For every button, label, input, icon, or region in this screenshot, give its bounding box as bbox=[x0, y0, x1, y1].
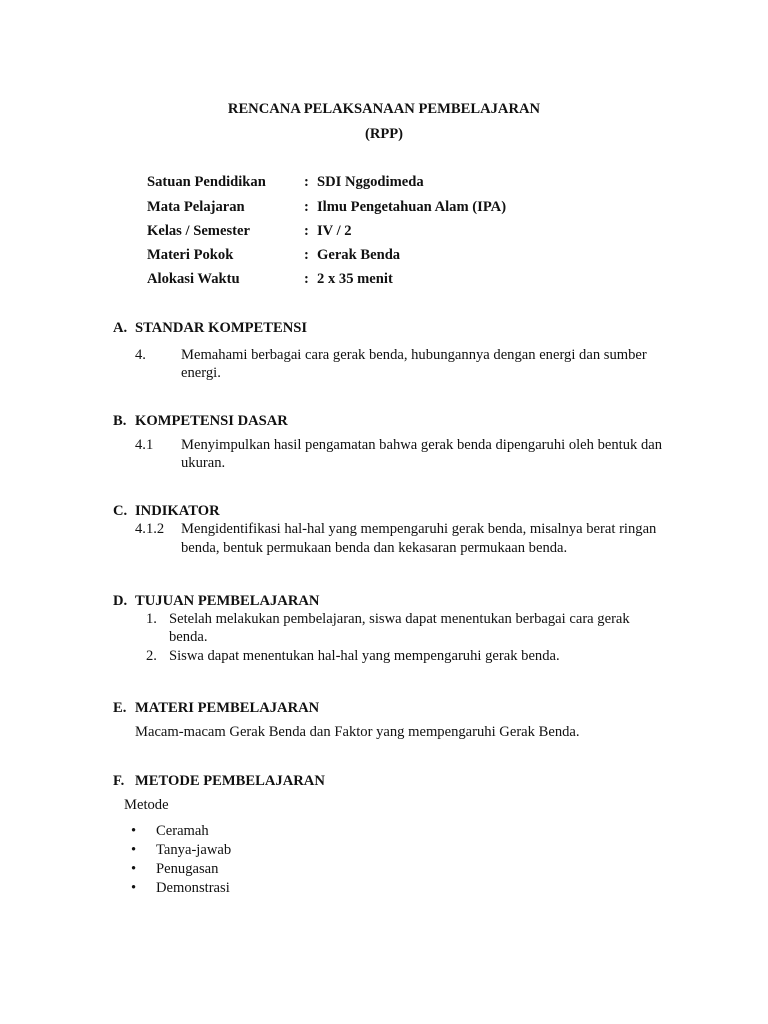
identity-label: Kelas / Semester bbox=[147, 223, 250, 239]
list-item: Ceramah bbox=[156, 823, 209, 839]
paragraph-line: Mengidentifikasi hal-hal yang mempengaruhi gerak benda, misalnya berat ringan bbox=[181, 521, 657, 537]
identity-value: 2 x 35 menit bbox=[317, 271, 393, 287]
section-letter: E. bbox=[113, 700, 127, 716]
document-title: RENCANA PELAKSANAAN PEMBELAJARAN bbox=[227, 101, 541, 117]
paragraph-line: benda. bbox=[169, 629, 208, 645]
identity-colon: : bbox=[304, 247, 309, 263]
bullet-icon: • bbox=[131, 880, 137, 896]
item-number: 1. bbox=[146, 611, 157, 627]
paragraph-line: Siswa dapat menentukan hal-hal yang mempengaruhi gerak benda. bbox=[169, 648, 560, 664]
identity-value: SDI Nggodimeda bbox=[317, 174, 424, 190]
identity-label: Satuan Pendidikan bbox=[147, 174, 266, 190]
identity-label: Alokasi Waktu bbox=[147, 271, 240, 287]
identity-value: Ilmu Pengetahuan Alam (IPA) bbox=[317, 199, 507, 215]
item-number: 4.1 bbox=[135, 437, 154, 453]
section-title: MATERI PEMBELAJARAN bbox=[135, 700, 320, 716]
identity-colon: : bbox=[304, 199, 309, 215]
identity-colon: : bbox=[304, 223, 309, 239]
method-intro: Metode bbox=[124, 797, 169, 813]
section-letter: A. bbox=[113, 320, 128, 336]
paragraph-line: Macam-macam Gerak Benda dan Faktor yang mempengaruhi Gerak Benda. bbox=[135, 724, 580, 740]
paragraph-line: Memahami berbagai cara gerak benda, hubungannya dengan energi dan sumber bbox=[181, 347, 647, 363]
list-item: Tanya-jawab bbox=[156, 842, 232, 858]
paragraph-line: Menyimpulkan hasil pengamatan bahwa gerak benda dipengaruhi oleh bentuk dan bbox=[181, 437, 663, 453]
bullet-icon: • bbox=[131, 823, 137, 839]
list-item: Penugasan bbox=[156, 861, 219, 877]
identity-label: Materi Pokok bbox=[147, 247, 234, 263]
identity-value: Gerak Benda bbox=[317, 247, 401, 263]
paragraph-line: energi. bbox=[181, 365, 221, 381]
section-letter: F. bbox=[113, 773, 125, 789]
identity-label: Mata Pelajaran bbox=[147, 199, 245, 215]
item-number: 2. bbox=[146, 648, 157, 664]
bullet-icon: • bbox=[131, 842, 137, 858]
identity-value: IV / 2 bbox=[317, 223, 352, 239]
identity-colon: : bbox=[304, 174, 309, 190]
item-number: 4. bbox=[135, 347, 146, 363]
identity-colon: : bbox=[304, 271, 309, 287]
section-letter: D. bbox=[113, 593, 128, 609]
document-subtitle: (RPP) bbox=[364, 126, 404, 142]
section-title: KOMPETENSI DASAR bbox=[135, 413, 288, 429]
bullet-icon: • bbox=[131, 861, 137, 877]
section-letter: C. bbox=[113, 503, 128, 519]
list-item: Demonstrasi bbox=[156, 880, 230, 896]
section-title: INDIKATOR bbox=[135, 503, 220, 519]
item-number: 4.1.2 bbox=[135, 521, 165, 537]
section-title: STANDAR KOMPETENSI bbox=[135, 320, 308, 336]
section-title: METODE PEMBELAJARAN bbox=[135, 773, 325, 789]
paragraph-line: ukuran. bbox=[181, 455, 226, 471]
section-title: TUJUAN PEMBELAJARAN bbox=[135, 593, 320, 609]
paragraph-line: Setelah melakukan pembelajaran, siswa dapat menentukan berbagai cara gerak bbox=[169, 611, 630, 627]
section-letter: B. bbox=[113, 413, 127, 429]
paragraph-line: benda, bentuk permukaan benda dan kekasaran permukaan benda. bbox=[181, 540, 568, 556]
